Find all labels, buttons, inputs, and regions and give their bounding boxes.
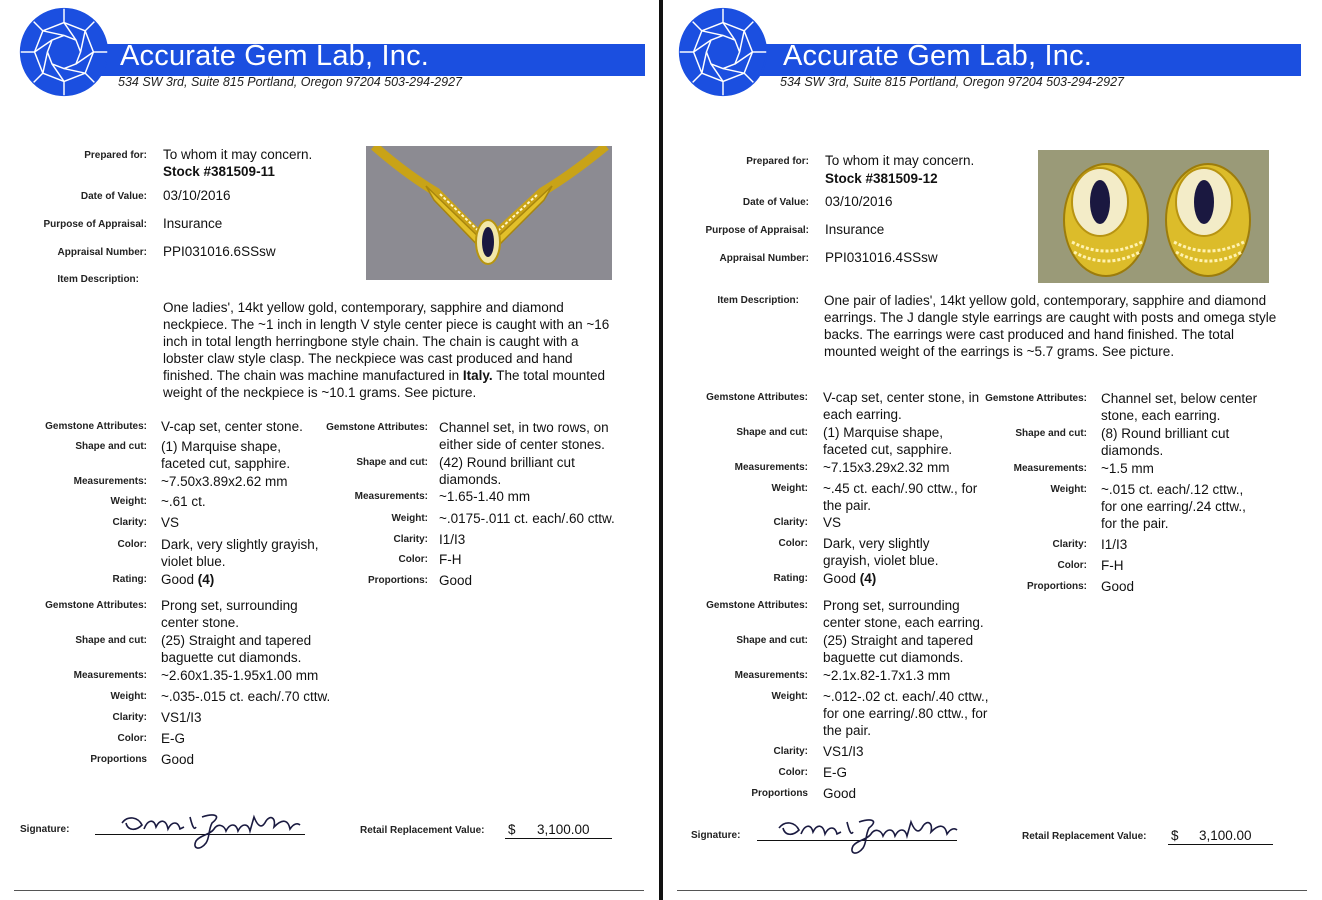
label-shape-and-cut-2: Shape and cut: bbox=[356, 457, 428, 468]
label-measurements: Measurements: bbox=[73, 476, 147, 487]
label-retail-value: Retail Replacement Value: bbox=[1022, 831, 1147, 842]
handwritten-signature bbox=[118, 805, 303, 855]
g3-color: E-G bbox=[161, 731, 186, 746]
g2-attributes: Channel set, below center stone, each earring. bbox=[1101, 391, 1258, 423]
g2-proportions: Good bbox=[439, 573, 473, 588]
retail-value: 3,100.00 bbox=[1199, 828, 1252, 843]
g1-rating-number: (4) bbox=[197, 572, 215, 587]
label-shape-and-cut-3: Shape and cut: bbox=[75, 635, 147, 646]
g2-proportions: Good bbox=[1101, 579, 1135, 594]
g2-color: F-H bbox=[1101, 558, 1124, 573]
g1-attributes: V-cap set, center stone. bbox=[161, 419, 303, 434]
g1-rating-number: (4) bbox=[859, 571, 877, 586]
g1-rating bbox=[823, 570, 876, 587]
g1-rating-text: Good bbox=[161, 572, 198, 587]
g1-color: Dark, very slightly grayish, violet blue. bbox=[161, 537, 319, 569]
label-gemstone-attributes: Gemstone Attributes: bbox=[45, 421, 147, 432]
earrings-photo bbox=[1038, 150, 1269, 283]
label-weight: Weight: bbox=[771, 483, 808, 494]
label-clarity-3: Clarity: bbox=[773, 746, 808, 757]
label-appraisal-number: Appraisal Number: bbox=[57, 247, 147, 258]
label-gemstone-attributes-2: Gemstone Attributes: bbox=[985, 393, 1087, 404]
g3-clarity: VS1/I3 bbox=[823, 744, 864, 759]
label-signature: Signature: bbox=[20, 824, 70, 835]
label-proportions-3: Proportions bbox=[90, 754, 147, 765]
handwritten-signature bbox=[775, 810, 960, 860]
g3-proportions: Good bbox=[161, 752, 195, 767]
label-clarity-2: Clarity: bbox=[393, 534, 428, 545]
label-weight-3: Weight: bbox=[110, 691, 147, 702]
label-retail-value: Retail Replacement Value: bbox=[360, 825, 485, 836]
g1-measurements: ~7.50x3.89x2.62 mm bbox=[161, 474, 288, 489]
g1-weight: ~.61 ct. bbox=[161, 494, 206, 509]
g2-attributes: Channel set, in two rows, on either side of center stones. bbox=[439, 420, 609, 452]
prepared-for-value: To whom it may concern. bbox=[163, 147, 313, 162]
label-shape-and-cut: Shape and cut: bbox=[736, 427, 808, 438]
g1-measurements: ~7.15x3.29x2.32 mm bbox=[823, 460, 950, 475]
label-shape-and-cut-3: Shape and cut: bbox=[736, 635, 808, 646]
company-name: Accurate Gem Lab, Inc. bbox=[120, 40, 430, 72]
g3-weight: ~.012-.02 ct. each/.40 cttw., for one earring/.80 cttw., for the pair. bbox=[823, 689, 989, 738]
g2-shape: (8) Round brilliant cut diamonds. bbox=[1101, 426, 1230, 458]
label-rating: Rating: bbox=[112, 574, 147, 585]
label-clarity: Clarity: bbox=[773, 517, 808, 528]
item-description-part-a: One ladies', 14kt yellow gold, contemporary, sapphire and diamond neckpiece. The ~1 inch in length V style center piece is caught with an ~16 inch in total length herringbone style chain. The chain is caught with a lobster claw style clasp. The neckpiece was cast produced and hand finished. The chain was machine manufactured in bbox=[163, 300, 610, 383]
retail-value-line bbox=[505, 838, 612, 839]
appraisal-number: PPI031016.6SSsw bbox=[163, 244, 276, 259]
g1-rating bbox=[161, 571, 214, 588]
label-proportions-2: Proportions: bbox=[1027, 581, 1087, 592]
label-shape-and-cut-2: Shape and cut: bbox=[1015, 428, 1087, 439]
label-color-2: Color: bbox=[1057, 560, 1087, 571]
g3-shape: (25) Straight and tapered baguette cut diamonds. bbox=[823, 633, 974, 665]
label-prepared-for: Prepared for: bbox=[84, 150, 147, 161]
g2-measurements: ~1.65-1.40 mm bbox=[439, 489, 531, 504]
diamond-facet-logo-icon bbox=[677, 6, 769, 98]
label-weight-2: Weight: bbox=[1050, 484, 1087, 495]
item-description: One pair of ladies', 14kt yellow gold, contemporary, sapphire and diamond earrings. The J dangle style earrings are caught with posts and omega style backs. The earrings were cast produced and hand finished. The total mounted weight of the earrings is ~5.7 grams. See picture. bbox=[824, 293, 1277, 359]
label-color-3: Color: bbox=[117, 733, 147, 744]
g2-measurements: ~1.5 mm bbox=[1101, 461, 1154, 476]
label-measurements-2: Measurements: bbox=[1013, 463, 1087, 474]
g2-shape: (42) Round brilliant cut diamonds. bbox=[439, 455, 575, 487]
appraisal-page-left bbox=[0, 0, 659, 900]
appraisal-page-right bbox=[663, 0, 1322, 900]
g1-shape: (1) Marquise shape, faceted cut, sapphire. bbox=[823, 425, 953, 457]
diamond-facet-logo-icon bbox=[18, 6, 110, 98]
g3-attributes: Prong set, surrounding center stone, each earring. bbox=[823, 598, 984, 630]
label-weight: Weight: bbox=[110, 496, 147, 507]
label-weight-2: Weight: bbox=[391, 513, 428, 524]
label-clarity: Clarity: bbox=[112, 517, 147, 528]
g2-weight: ~.0175-.011 ct. each/.60 cttw. bbox=[439, 511, 615, 526]
label-measurements-2: Measurements: bbox=[354, 491, 428, 502]
label-measurements: Measurements: bbox=[734, 462, 808, 473]
label-color-2: Color: bbox=[398, 554, 428, 565]
company-address: 534 SW 3rd, Suite 815 Portland, Oregon 97204 503-294-2927 bbox=[118, 75, 462, 89]
label-item-description: Item Description: bbox=[57, 274, 139, 285]
label-gemstone-attributes-2: Gemstone Attributes: bbox=[326, 422, 428, 433]
label-weight-3: Weight: bbox=[771, 691, 808, 702]
g1-clarity: VS bbox=[161, 515, 180, 530]
g1-rating-text: Good bbox=[823, 571, 860, 586]
label-measurements-3: Measurements: bbox=[73, 670, 147, 681]
appraisal-number: PPI031016.4SSsw bbox=[825, 250, 938, 265]
purpose-value: Insurance bbox=[163, 216, 223, 231]
label-appraisal-number: Appraisal Number: bbox=[719, 253, 809, 264]
label-date-of-value: Date of Value: bbox=[80, 191, 147, 202]
footer-rule bbox=[14, 890, 644, 891]
company-name: Accurate Gem Lab, Inc. bbox=[783, 40, 1093, 72]
stock-number: Stock #381509-12 bbox=[825, 171, 938, 186]
company-address: 534 SW 3rd, Suite 815 Portland, Oregon 97204 503-294-2927 bbox=[780, 75, 1124, 89]
g3-measurements: ~2.60x1.35-1.95x1.00 mm bbox=[161, 668, 319, 683]
label-purpose: Purpose of Appraisal: bbox=[705, 225, 809, 236]
footer-rule bbox=[677, 890, 1307, 891]
label-color: Color: bbox=[778, 538, 808, 549]
g3-color: E-G bbox=[823, 765, 848, 780]
retail-value-line bbox=[1168, 844, 1273, 845]
label-rating: Rating: bbox=[773, 573, 808, 584]
neckpiece-photo bbox=[366, 146, 612, 280]
label-color: Color: bbox=[117, 539, 147, 550]
g1-attributes: V-cap set, center stone, in each earring. bbox=[823, 390, 980, 422]
g3-attributes: Prong set, surrounding center stone. bbox=[161, 598, 298, 630]
label-color-3: Color: bbox=[778, 767, 808, 778]
prepared-for-value: To whom it may concern. bbox=[825, 153, 975, 168]
stock-number: Stock #381509-11 bbox=[163, 164, 275, 179]
g3-proportions: Good bbox=[823, 786, 857, 801]
g1-weight: ~.45 ct. each/.90 cttw., for the pair. bbox=[823, 481, 978, 513]
label-prepared-for: Prepared for: bbox=[746, 156, 809, 167]
g3-shape: (25) Straight and tapered baguette cut diamonds. bbox=[161, 633, 312, 665]
g3-weight: ~.035-.015 ct. each/.70 cttw. bbox=[161, 689, 331, 704]
label-gemstone-attributes-3: Gemstone Attributes: bbox=[706, 600, 808, 611]
item-description-bold: Italy. bbox=[462, 368, 493, 383]
g3-measurements: ~2.1x.82-1.7x1.3 mm bbox=[823, 668, 951, 683]
retail-currency: $ bbox=[1171, 828, 1179, 843]
retail-currency: $ bbox=[508, 822, 516, 837]
date-of-value: 03/10/2016 bbox=[825, 194, 893, 209]
label-purpose: Purpose of Appraisal: bbox=[43, 219, 147, 230]
g1-color: Dark, very slightly grayish, violet blue. bbox=[823, 536, 939, 568]
item-description-part-b: The total mounted weight of the neckpiece is ~10.1 grams. See picture. bbox=[163, 368, 606, 400]
label-clarity-2: Clarity: bbox=[1052, 539, 1087, 550]
label-gemstone-attributes-3: Gemstone Attributes: bbox=[45, 600, 147, 611]
date-of-value: 03/10/2016 bbox=[163, 188, 231, 203]
label-signature: Signature: bbox=[691, 830, 741, 841]
purpose-value: Insurance bbox=[825, 222, 885, 237]
label-proportions-2: Proportions: bbox=[368, 575, 428, 586]
g3-clarity: VS1/I3 bbox=[161, 710, 202, 725]
label-measurements-3: Measurements: bbox=[734, 670, 808, 681]
label-clarity-3: Clarity: bbox=[112, 712, 147, 723]
g1-clarity: VS bbox=[823, 515, 842, 530]
g2-weight: ~.015 ct. each/.12 cttw., for one earring/.24 cttw., for the pair. bbox=[1101, 482, 1246, 531]
label-shape-and-cut: Shape and cut: bbox=[75, 441, 147, 452]
g1-shape: (1) Marquise shape, faceted cut, sapphire. bbox=[161, 439, 291, 471]
label-gemstone-attributes: Gemstone Attributes: bbox=[706, 392, 808, 403]
earrings-illustration bbox=[1038, 150, 1269, 283]
g2-clarity: I1/I3 bbox=[439, 532, 466, 547]
g2-clarity: I1/I3 bbox=[1101, 537, 1128, 552]
label-date-of-value: Date of Value: bbox=[742, 197, 809, 208]
retail-value: 3,100.00 bbox=[537, 822, 590, 837]
label-proportions-3: Proportions bbox=[751, 788, 808, 799]
label-item-description: Item Description: bbox=[717, 295, 799, 306]
g2-color: F-H bbox=[439, 552, 462, 567]
neckpiece-illustration bbox=[366, 146, 612, 280]
item-description bbox=[163, 299, 621, 401]
